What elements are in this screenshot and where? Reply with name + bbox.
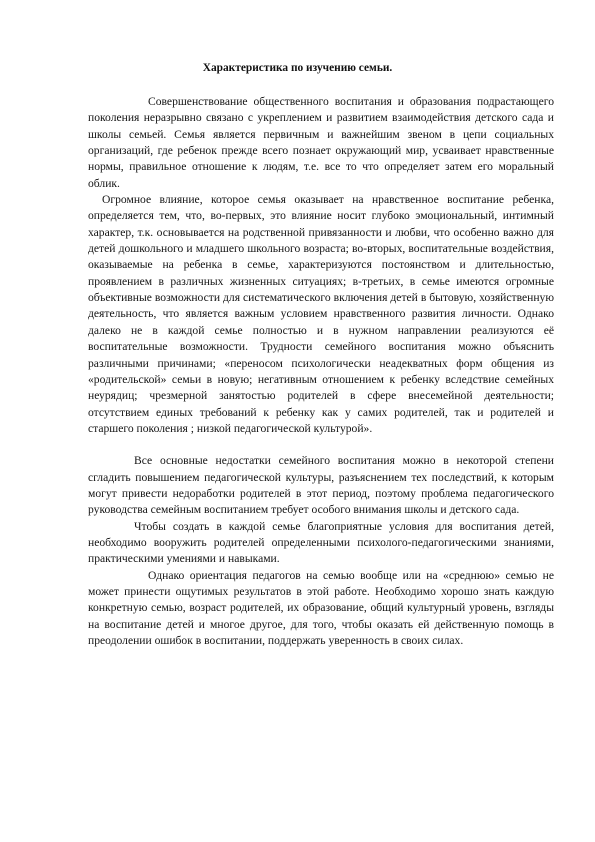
paragraph-conditions: Чтобы создать в каждой семье благоприятные условия для воспитания детей, необходимо вооружить родителей определенными психолого-педагогическими знаниями, практическими умениями и навыками. [88, 519, 554, 566]
paragraph-family-role: Совершенствование общественного воспитания и образования подрастающего поколения неразрывно связано с укреплением и развитием взаимодействия детского сада и школы семьей. Семья является первичным и важнейшим звеном в цепи социальных организаций, где ребенок прежде всего познает окружающий мир, усваивает нравственные нормы, правильное отношение к людям, т.е. все то что определяет затем его моральный облик. [88, 95, 554, 190]
paragraph-shortcomings: Все основные недостатки семейного воспитания можно в некоторой степени сгладить повышением педагогической культуры, разъяснением тех последствий, к которым могут привести недоработки родителей в этот период, поэтому проблема педагогического руководства семейным воспитанием требует особого внимания школы и детского сада. [88, 454, 554, 517]
document-title: Характеристика по изучению семьи. [202, 62, 393, 74]
document-body [88, 94, 554, 649]
paragraph-orientation: Однако ориентация педагогов на семью вообще или на «среднюю» семью не может принести ощутимых результатов в этой работе. Необходимо хорошо знать каждую конкретную семью, возраст родителей, их образование, общий культурный уровень, взгляды на воспитание детей и многое другое, для того, чтобы оказать ей действенную помощь в преодолении ошибок в воспитании, поддержать уверенность в своих силах. [88, 568, 554, 647]
paragraph-family-influence: Огромное влияние, которое семья оказывает на нравственное воспитание ребенка, определяется тем, что, во-первых, это влияние носит глубоко эмоциональный, интимный характер, т.к. основывается на родственной привязанности и любви, что особенно важно для детей дошкольного и младшего школьного возраста; во-вторых, воспитательные воздействия, оказываемые на ребенка в семье, характеризуются постоянством и длительностью, проявлением в различных жизненных ситуациях; в-третьих, в семье имеются огромные объективные возможности для систематического включения детей в бытовую, хозяйственную деятельность, что является важным условием нравственного развития личности. Однако далеко не в каждой семье полностью и в нужном направлении реализуются её воспитательные возможности. Трудности семейного воспитания можно объяснить различными причинами; «переносом психологически неадекватных форм общения из «родительской» семьи в новую; негативным отношением к ребенку вследствие семейных неурядиц; чрезмерной занятостью родителей в сфере внесемейной деятельности; отсутствием единых требований к ребенку как у самих родителей, так и родителей и старшего поколения ; низкой педагогической культурой». [88, 193, 554, 435]
